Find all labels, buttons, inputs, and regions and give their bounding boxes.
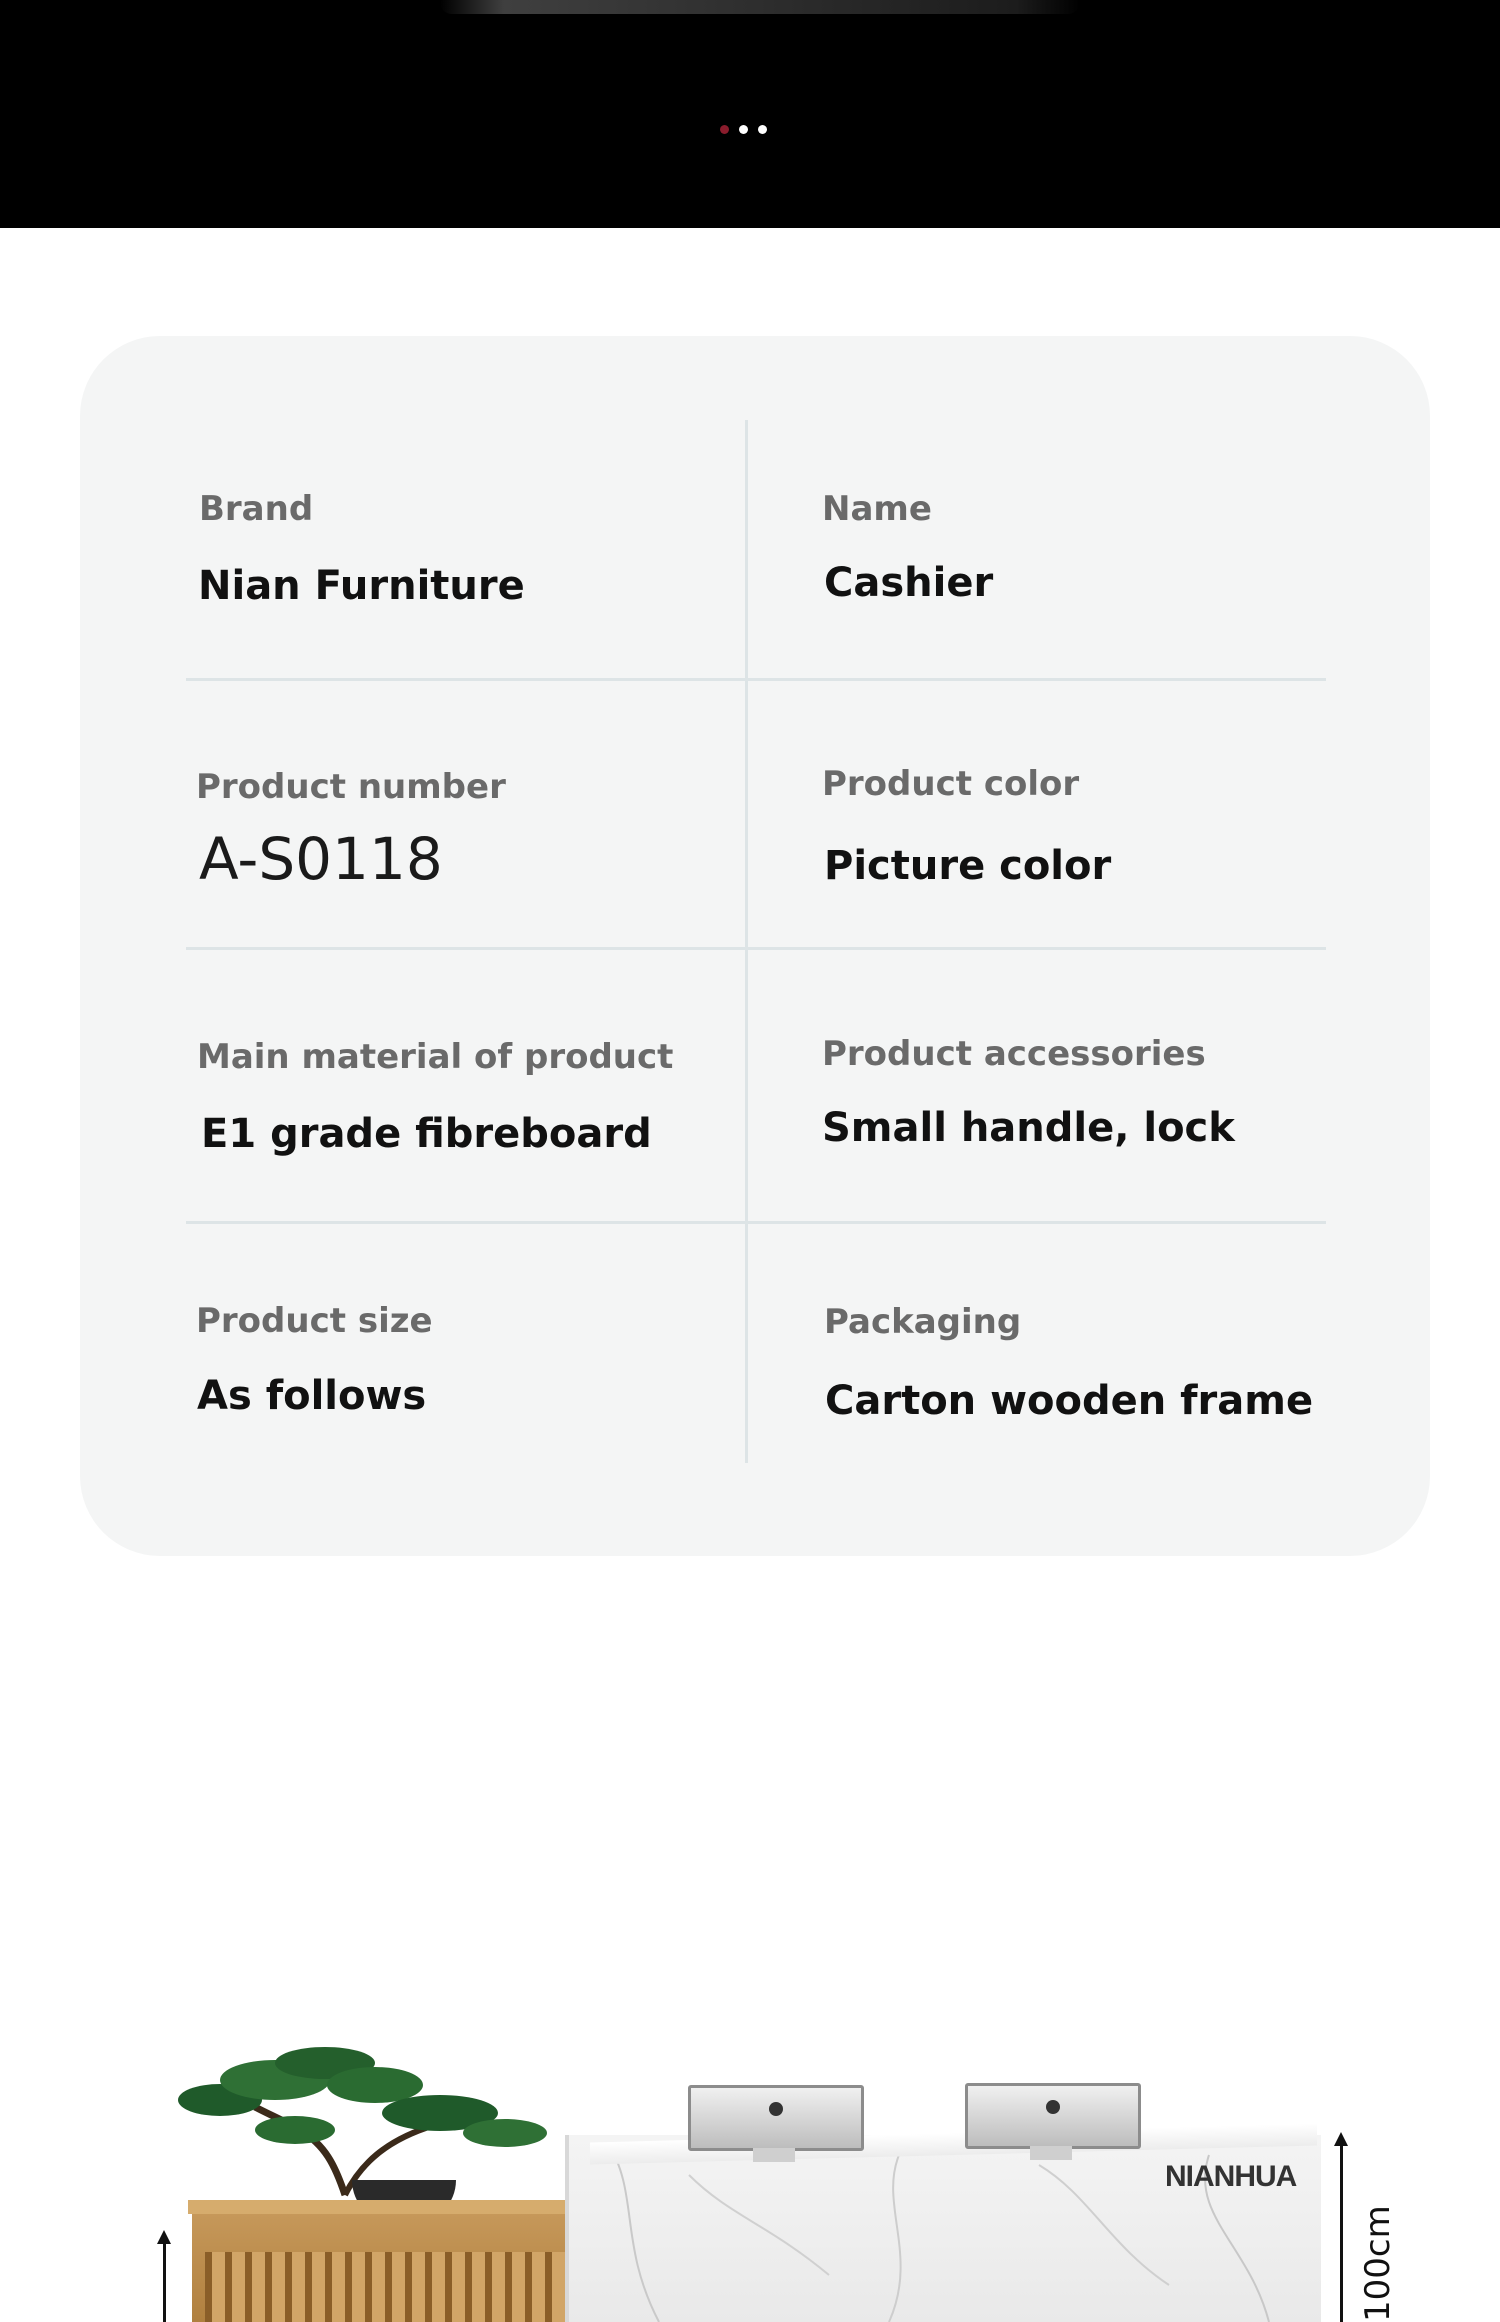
monitor-stand — [753, 2148, 795, 2162]
cabinet-height-arrow-head — [157, 2230, 171, 2244]
counter-brand-mark: NIANHUA — [1165, 2160, 1297, 2193]
counter-height-label: 100cm — [1358, 2205, 1398, 2322]
carousel-dot-3[interactable] — [758, 125, 767, 134]
monitor-stand — [1030, 2146, 1072, 2160]
monitor-left — [688, 2085, 864, 2151]
main-material-label: Main material of product — [197, 1037, 674, 1077]
counter-height-arrow-head — [1334, 2132, 1348, 2146]
carousel-dot-1[interactable] — [720, 125, 729, 134]
packaging-label: Packaging — [824, 1302, 1022, 1342]
cabinet-height-arrow-line — [163, 2240, 166, 2322]
apple-logo-icon — [769, 2102, 783, 2116]
spec-divider-row-1 — [186, 678, 1326, 681]
product-number-label: Product number — [196, 767, 506, 807]
name-label: Name — [822, 489, 932, 529]
product-color-label: Product color — [822, 764, 1080, 804]
monitor-right — [965, 2083, 1141, 2149]
accessories-value: Small handle, lock — [822, 1105, 1235, 1151]
spec-divider-row-2 — [186, 947, 1326, 950]
name-value: Cashier — [824, 560, 994, 606]
banner-product-edge — [440, 0, 1080, 14]
spec-divider-vertical — [745, 420, 748, 1463]
main-material-value: E1 grade fibreboard — [201, 1111, 652, 1157]
apple-logo-icon — [1046, 2100, 1060, 2114]
product-color-value: Picture color — [824, 843, 1112, 889]
packaging-value: Carton wooden frame — [825, 1378, 1314, 1424]
accessories-label: Product accessories — [822, 1034, 1206, 1074]
product-size-value: As follows — [197, 1373, 427, 1419]
carousel-indicator[interactable] — [720, 125, 767, 134]
brand-label: Brand — [199, 489, 314, 529]
product-number-value: A-S0118 — [199, 825, 443, 893]
carousel-dot-2[interactable] — [739, 125, 748, 134]
brand-value: Nian Furniture — [198, 563, 525, 609]
counter-height-arrow-line — [1340, 2142, 1343, 2322]
wooden-cabinet-top — [188, 2200, 594, 2214]
spec-divider-row-3 — [186, 1221, 1326, 1224]
wooden-cabinet-slats — [205, 2252, 580, 2322]
product-size-label: Product size — [196, 1301, 433, 1341]
top-image-banner — [0, 0, 1500, 228]
